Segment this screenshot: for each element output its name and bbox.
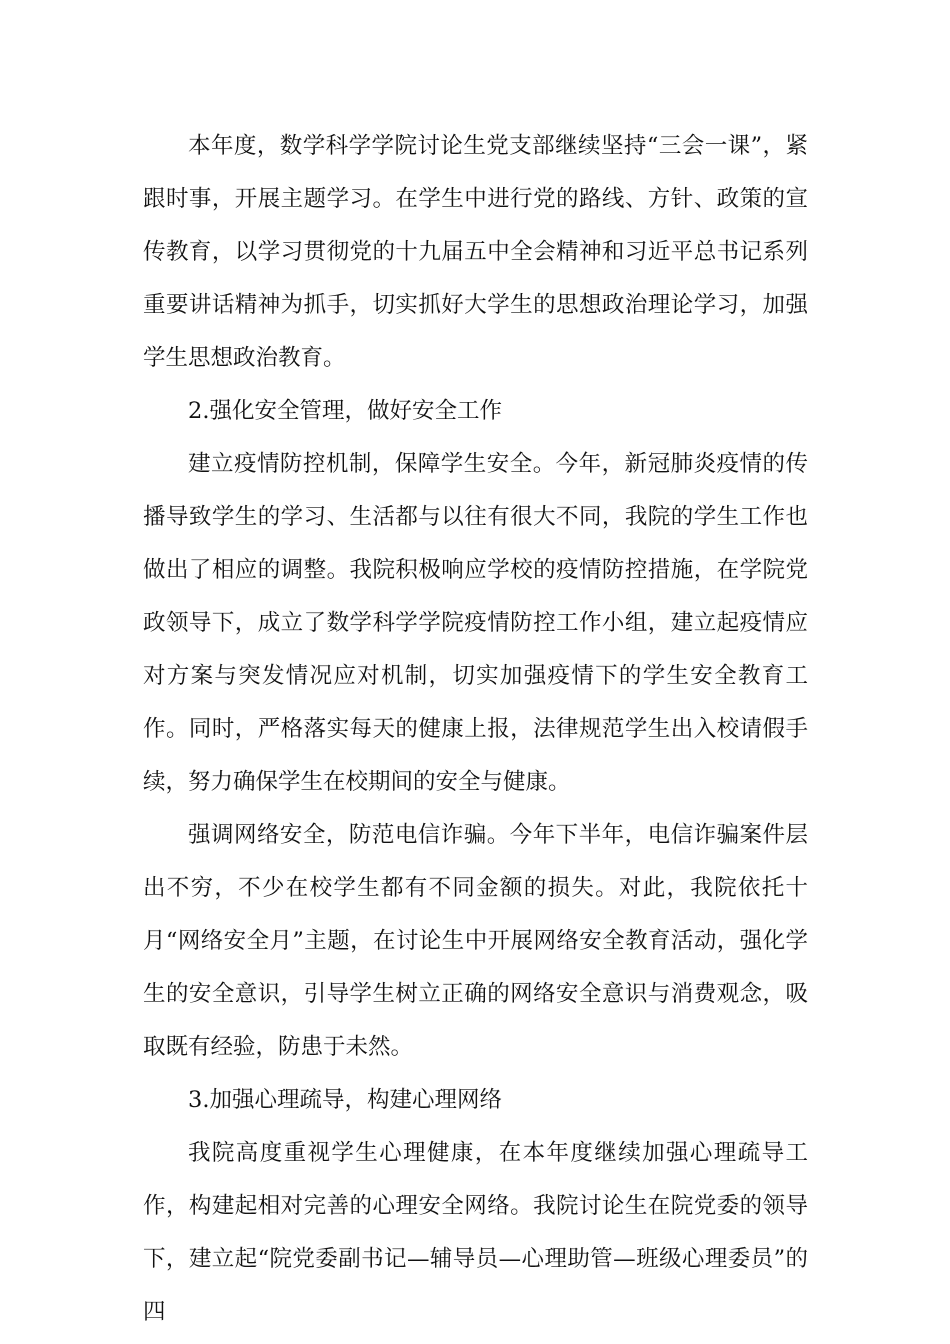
section-heading-psychology: 3.加强心理疏导，构建心理网络: [188, 1087, 502, 1113]
paragraph-epidemic-control: 建立疫情防控机制，保障学生安全。今年，新冠肺炎疫情的传播导致学生的学习、生活都与以往有很大不同，我院的学生工作也做出了相应的调整。我院积极响应学校的疫情防控措施，在学院党政领导下，成立了数学科学学院疫情防控工作小组，建立起疫情应对方案与突发情况应对机制，切实加强疫情下的学生安全教育工作。同时，严格落实每天的健康上报，法律规范学生出入校请假手续，努力确保学生在校期间的安全与健康。: [143, 451, 808, 795]
paragraph-mental-health: 我院高度重视学生心理健康，在本年度继续加强心理疏导工作，构建起相对完善的心理安全网络。我院讨论生在院党委的领导下，建立起“院党委副书记—辅导员—心理助管—班级心理委员”的四: [143, 1140, 808, 1325]
section-heading-safety: 2.强化安全管理，做好安全工作: [188, 398, 502, 424]
paragraph-network-security: 强调网络安全，防范电信诈骗。今年下半年，电信诈骗案件层出不穷，不少在校学生都有不同金额的损失。对此，我院依托十月“网络安全月”主题，在讨论生中开展网络安全教育活动，强化学生的安全意识，引导学生树立正确的网络安全意识与消费观念，吸取既有经验，防患于未然。: [143, 822, 808, 1060]
paragraph-party-study: 本年度，数学科学学院讨论生党支部继续坚持“三会一课”，紧跟时事，开展主题学习。在学生中进行党的路线、方针、政策的宣传教育，以学习贯彻党的十九届五中全会精神和习近平总书记系列重要讲话精神为抓手，切实抓好大学生的思想政治理论学习，加强学生思想政治教育。: [143, 133, 808, 371]
document-body: [143, 120, 808, 1339]
